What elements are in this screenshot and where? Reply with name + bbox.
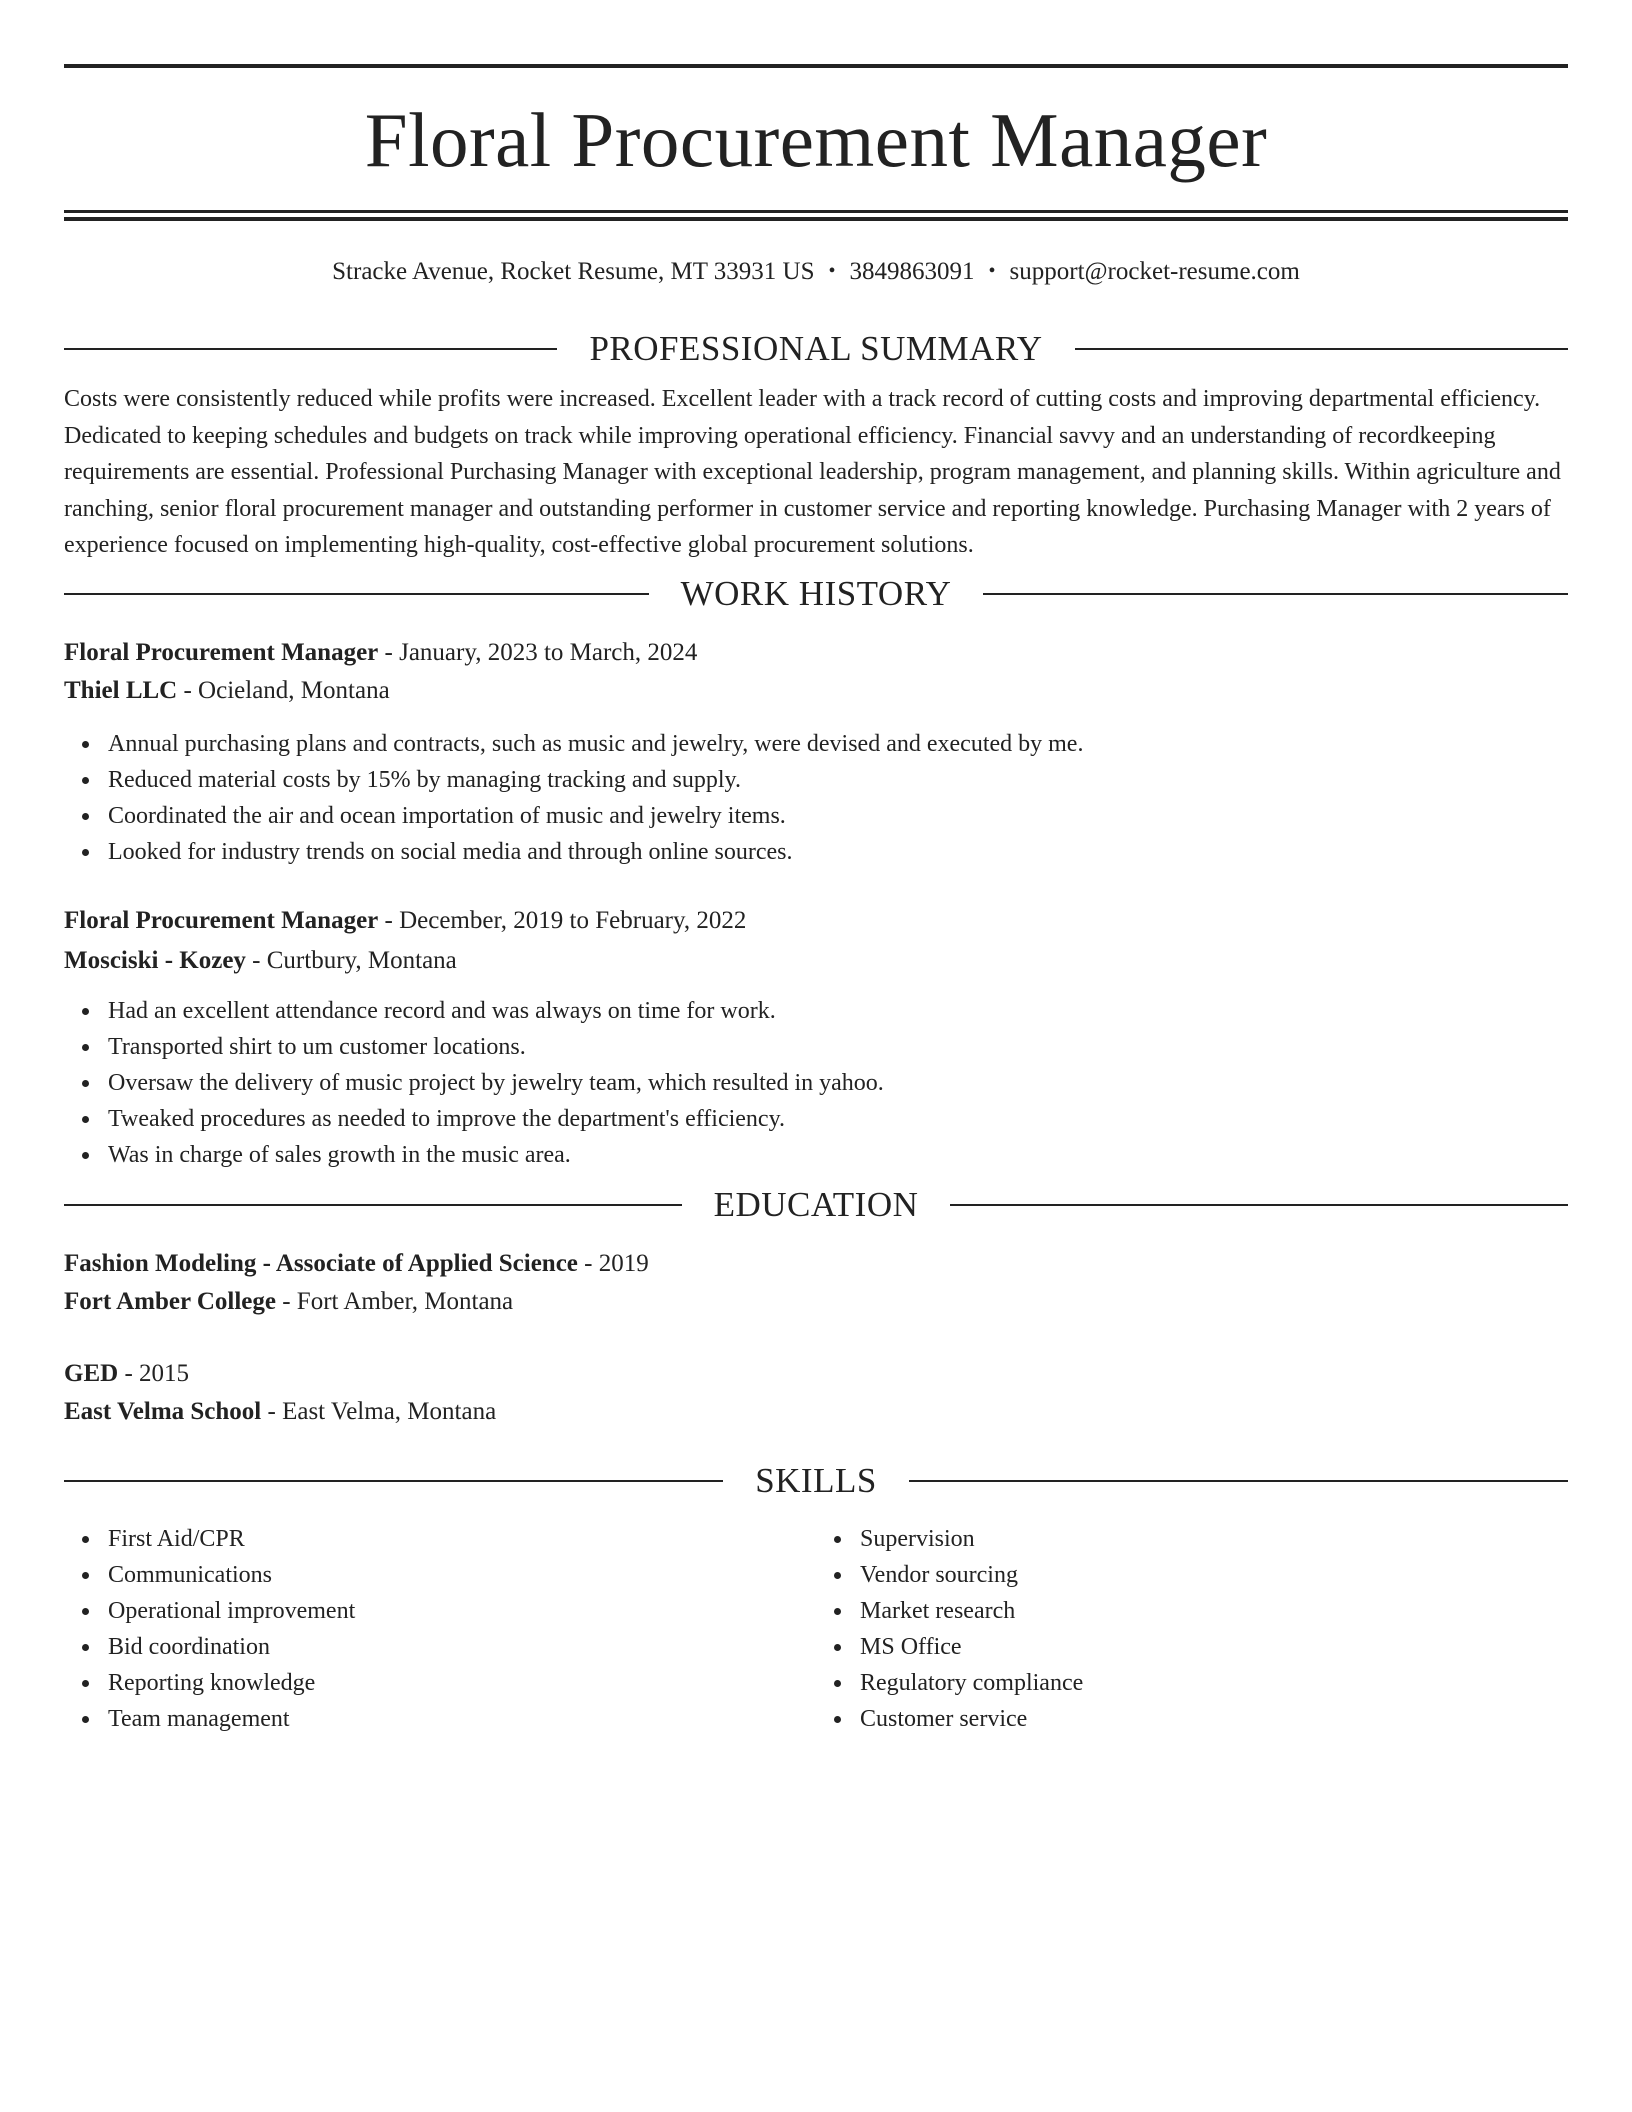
education-location: - East Velma, Montana: [261, 1397, 497, 1425]
summary-text: Costs were consistently reduced while profits were increased. Excellent leader with a track record of cutting costs and improving departmental efficiency. Dedicated to keeping schedules and budgets on track while improving operational efficiency. Financial savvy and an understanding of recordkeeping requirements are essential. Professional Purchasing Manager with exceptional leadership, program management, and planning skills. Within agriculture and ranching, senior floral procurement manager and outstanding performer in customer service and reporting knowledge. Purchasing Manager with 2 years of experience focused on implementing high-quality, cost-effective global procurement solutions.: [64, 386, 1561, 558]
skill-item: Market research: [860, 1593, 1568, 1629]
heading-rule-right: [950, 1204, 1568, 1206]
education-entry: [64, 1355, 1568, 1431]
top-rule: [64, 64, 1568, 68]
education-degree: GED: [64, 1359, 119, 1387]
education-degree-line: [64, 1245, 1568, 1283]
job-company-line: [64, 672, 1568, 710]
title-double-rule: [64, 210, 1568, 221]
heading-rule-right: [909, 1480, 1568, 1482]
job-dates: - December, 2019 to February, 2022: [378, 906, 747, 934]
job-bullet: Annual purchasing plans and contracts, such as music and jewelry, were devised and executed by me.: [108, 726, 1568, 762]
education-school-line: [64, 1393, 1568, 1431]
skill-item: Customer service: [860, 1701, 1568, 1737]
job-title: Floral Procurement Manager: [64, 638, 379, 666]
skill-item: Regulatory compliance: [860, 1665, 1568, 1701]
education-location: - Fort Amber, Montana: [275, 1287, 514, 1315]
job-dates: - January, 2023 to March, 2024: [378, 638, 698, 666]
skill-item: MS Office: [860, 1629, 1568, 1665]
summary-heading: [64, 329, 1568, 369]
skill-item: Supervision: [860, 1521, 1568, 1557]
work-history-heading: [64, 574, 1568, 614]
job-bullet: Oversaw the delivery of music project by jewelry team, which resulted in yahoo.: [108, 1065, 1568, 1101]
education-year: - 2019: [577, 1249, 649, 1277]
job-bullet: Was in charge of sales growth in the music area.: [108, 1137, 1568, 1173]
job-bullets: [64, 993, 1568, 1173]
education-school: Fort Amber College: [64, 1287, 276, 1315]
education-degree-line: [64, 1355, 1568, 1393]
heading-rule-left: [64, 1480, 723, 1482]
heading-rule-right: [1075, 348, 1568, 350]
skill-item: First Aid/CPR: [108, 1521, 816, 1557]
job-bullet: Reduced material costs by 15% by managing tracking and supply.: [108, 762, 1568, 798]
contact-phone: 3849863091: [849, 258, 975, 285]
education-heading-label: EDUCATION: [713, 1184, 919, 1224]
job-entry: [64, 634, 1568, 870]
education-year: - 2015: [118, 1359, 190, 1387]
contact-separator: •: [828, 260, 836, 282]
contact-separator: •: [988, 260, 996, 282]
skill-item: Communications: [108, 1557, 816, 1593]
skill-item: Bid coordination: [108, 1629, 816, 1665]
skills-heading-label: SKILLS: [755, 1460, 877, 1500]
skills-heading: [64, 1461, 1568, 1501]
job-bullet: Tweaked procedures as needed to improve the department's efficiency.: [108, 1101, 1568, 1137]
education-degree: Fashion Modeling - Associate of Applied Science: [64, 1249, 578, 1277]
resume-page: [64, 64, 1568, 1737]
heading-rule-left: [64, 593, 649, 595]
skills-list: [64, 1521, 1568, 1737]
contact-email: support@rocket-resume.com: [1009, 258, 1300, 285]
heading-rule-left: [64, 348, 557, 350]
job-bullet: Looked for industry trends on social media and through online sources.: [108, 834, 1568, 870]
job-bullets: [64, 726, 1568, 870]
job-title-line: [64, 634, 1568, 672]
skill-item: Vendor sourcing: [860, 1557, 1568, 1593]
job-bullet: Coordinated the air and ocean importation of music and jewelry items.: [108, 798, 1568, 834]
job-location: - Ocieland, Montana: [177, 676, 390, 704]
skill-item: Reporting knowledge: [108, 1665, 816, 1701]
job-bullet: Transported shirt to um customer locations.: [108, 1029, 1568, 1065]
education-entry: [64, 1245, 1568, 1321]
summary-heading-label: PROFESSIONAL SUMMARY: [589, 329, 1043, 368]
resume-title: Floral Procurement Manager: [364, 97, 1268, 183]
skill-item: Team management: [108, 1701, 816, 1737]
job-company: Mosciski - Kozey: [64, 946, 246, 974]
contact-address: Stracke Avenue, Rocket Resume, MT 33931 US: [332, 258, 815, 285]
education-school: East Velma School: [64, 1397, 262, 1425]
education-school-line: [64, 1283, 1568, 1321]
job-company-line: [64, 942, 1568, 980]
job-title: Floral Procurement Manager: [64, 906, 379, 934]
skills-column-right: [816, 1521, 1568, 1737]
contact-line: [64, 257, 1568, 287]
heading-rule-left: [64, 1204, 682, 1206]
education-heading: [64, 1185, 1568, 1225]
job-title-line: [64, 902, 1568, 940]
job-company: Thiel LLC: [64, 676, 178, 704]
job-entry: [64, 902, 1568, 1173]
heading-rule-right: [983, 593, 1568, 595]
skill-item: Operational improvement: [108, 1593, 816, 1629]
job-bullet: Had an excellent attendance record and was always on time for work.: [108, 993, 1568, 1029]
work-history-heading-label: WORK HISTORY: [680, 573, 952, 613]
job-location: - Curtbury, Montana: [245, 946, 457, 974]
skills-column-left: [64, 1521, 816, 1737]
